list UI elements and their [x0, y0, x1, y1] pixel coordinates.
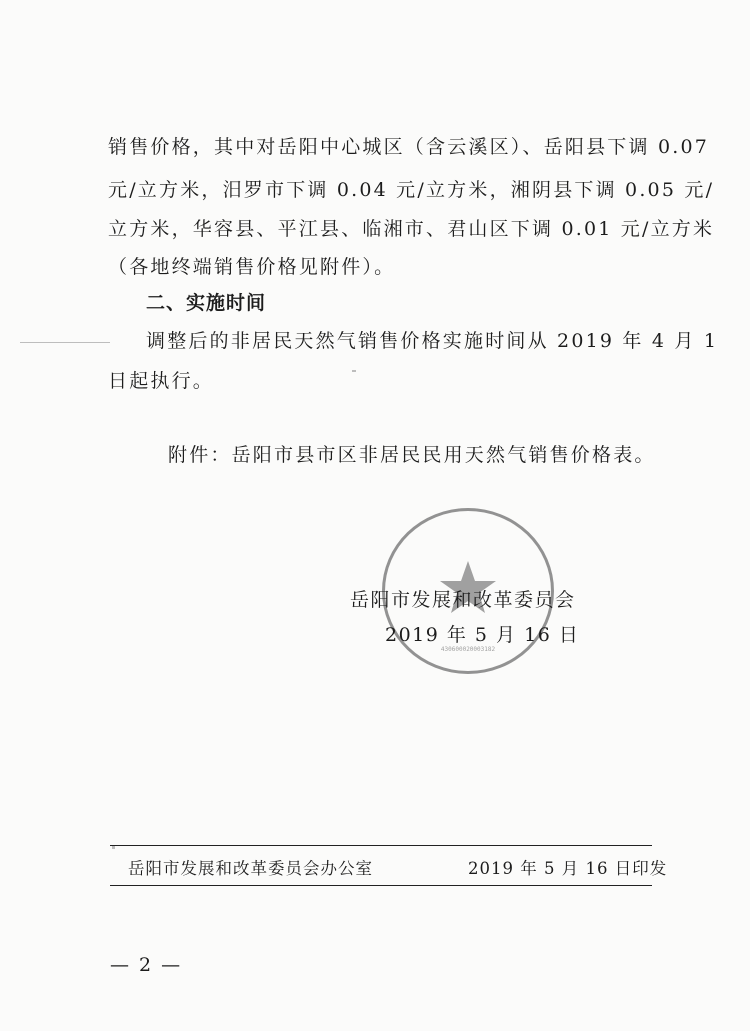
section-line-1: 调整后的非居民天然气销售价格实施时间从 2019 年 4 月 1: [146, 330, 719, 352]
footer-top-rule: [110, 845, 652, 846]
body-line-1: 销售价格，其中对岳阳中心城区（含云溪区）、岳阳县下调 0.07: [108, 136, 710, 158]
footer-office: 岳阳市发展和改革委员会办公室: [128, 859, 373, 878]
scan-artifact: [20, 342, 110, 343]
section-heading: 二、实施时间: [146, 292, 267, 314]
svg-text:430600020003182: 430600020003182: [440, 646, 496, 653]
body-line-3: 立方米，华容县、平江县、临湘市、君山区下调 0.01 元/立方米: [108, 218, 715, 240]
scan-artifact: [112, 846, 115, 849]
scan-artifact: [352, 370, 356, 372]
footer-bottom-rule: [110, 885, 652, 886]
issue-date: 2019 年 5 月 16 日: [385, 624, 580, 646]
body-line-4: （各地终端销售价格见附件）。: [108, 256, 396, 278]
footer-print-date: 2019 年 5 月 16 日印发: [468, 859, 668, 878]
body-line-2: 元/立方米，汨罗市下调 0.04 元/立方米，湘阴县下调 0.05 元/: [108, 179, 715, 201]
issuer-name: 岳阳市发展和改革委员会: [350, 589, 576, 611]
section-line-2: 日起执行。: [108, 370, 215, 392]
page-number: — 2 —: [110, 954, 183, 976]
attachment-note: 附件：岳阳市县市区非居民民用天然气销售价格表。: [168, 444, 656, 466]
